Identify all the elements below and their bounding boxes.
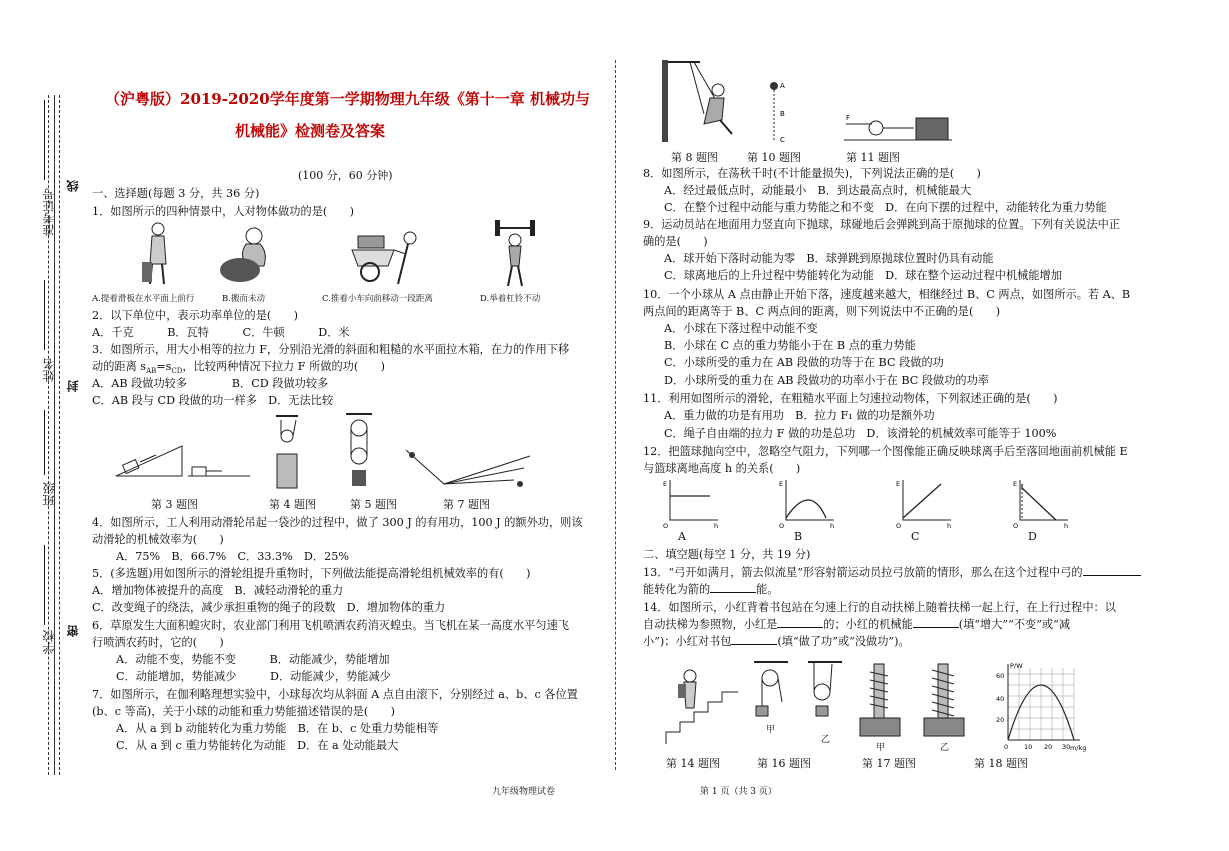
question-14-line-1: 14．如图所示，小红背着书包站在匀速上行的自动扶梯上随着扶梯一起上行，在上行过程中：以 <box>643 601 1116 614</box>
question-10-option-d: D．小球所受的重力在 AB 段做功的功率小于在 BC 段做功的功率 <box>664 374 989 387</box>
figure-5-caption: 第 5 题图 <box>350 498 397 511</box>
binding-dash-line-2 <box>59 95 60 775</box>
question-9-options-ab: A．球开始下落时动能为零 B．球弹跳到原抛球位置时仍具有动能 <box>664 252 994 265</box>
svg-text:B: B <box>780 110 785 118</box>
page-title-line-1: （沪粤版）2019-2020学年度第一学期物理九年级《第十一章 机械功与 <box>105 90 590 108</box>
page-divider <box>615 60 616 770</box>
q12-option-label-c: C <box>911 530 920 543</box>
class-blank[interactable] <box>44 410 45 475</box>
question-14-line-3: 小”)；小红对书包 (填“做了功”或“没做功”)。 <box>643 635 910 648</box>
figure-16-fixed-pulley <box>752 660 790 722</box>
q12-axis-h: h <box>947 522 952 530</box>
q12-graph-c <box>895 478 955 538</box>
q12-axis-o: O <box>896 522 902 530</box>
q12-axis-h: h <box>714 522 719 530</box>
question-4-line-2: 动滑轮的机械效率为( ) <box>92 533 224 546</box>
q12-axis-e: E <box>896 480 901 488</box>
q12-option-label-b: B <box>794 530 803 543</box>
figure-8-caption: 第 8 题图 <box>671 151 718 164</box>
q1-figure-c-cart <box>348 228 420 286</box>
question-6-line-1: 6．草原发生大面积蝗灾时，农业部门利用飞机喷洒农药消灭蝗虫。当飞机在某一高度水平匀速飞 <box>92 619 569 632</box>
fig18-x-tick-20: 20 <box>1044 743 1053 751</box>
question-5-options-ab: A．增加物体被提升的高度 B．减轻动滑轮的重力 <box>92 584 344 597</box>
seal-word-seal: 封 <box>66 380 80 392</box>
fig18-y-label: P/W <box>1010 662 1023 670</box>
question-13-line-2: 能转化为箭的 能。 <box>643 583 779 596</box>
svg-text:F: F <box>846 114 851 122</box>
figure-17-screw-b <box>922 662 966 738</box>
question-13-line-1: 13．“弓开如满月，箭去似流星”形容射箭运动员拉弓放箭的情形，那么在这个过程中弓的 <box>643 565 1141 580</box>
question-10-line-2: 两点间的距离等于 B、C 两点间的距离，则下列说法中不正确的是( ) <box>643 305 1001 318</box>
question-10-option-c: C．小球所受的重力在 AB 段做的功等于在 BC 段做的功 <box>664 356 944 369</box>
figure-16-sub-a: 甲 <box>766 725 776 735</box>
school-label: 学校 <box>42 630 56 654</box>
seal-word-secret: 密 <box>66 625 80 637</box>
question-8: 8．如图所示，在荡秋千时(不计能量损失)，下列说法正确的是( ) <box>643 167 981 180</box>
q14-blank-2[interactable] <box>913 617 959 628</box>
figure-7-caption: 第 7 题图 <box>443 498 490 511</box>
figure-18-power-graph <box>990 660 1100 750</box>
q12-option-label-d: D <box>1028 530 1037 543</box>
question-9-options-cd: C．球离地后的上升过程中势能转化为动能 D．球在整个运动过程中机械能增加 <box>664 269 1062 282</box>
fig18-x-tick-0: 0 <box>1004 743 1009 751</box>
question-6-options-cd: C．动能增加，势能减少 D．动能减少，势能减少 <box>116 670 391 683</box>
q13-blank-2[interactable] <box>710 582 756 593</box>
q12-option-label-a: A <box>678 530 686 543</box>
figure-18-caption: 第 18 题图 <box>974 757 1028 770</box>
figure-16-movable-pulley <box>806 660 844 722</box>
question-1: 1．如图所示的四种情景中，人对物体做功的是( ) <box>92 205 354 218</box>
question-3-line-2: 动的距离 $s_{AB}=s_{CD}$，比较两种情况下拉力 F 所做的功( ) <box>92 360 385 376</box>
q1-caption-c: C.推着小车向前移动一段距离 <box>322 294 433 304</box>
figure-14-escalator <box>664 660 740 746</box>
q12-axis-h: h <box>1064 522 1069 530</box>
exam-number-blank[interactable] <box>44 100 45 180</box>
q12-axis-o: O <box>663 522 669 530</box>
question-4-options: A．75% B．66.7% C．33.3% D．25% <box>116 550 349 563</box>
figure-17-caption: 第 17 题图 <box>862 757 916 770</box>
question-6-options-ab: A．动能不变，势能不变 B．动能减少，势能增加 <box>116 653 390 666</box>
q14-blank-3[interactable] <box>731 634 777 645</box>
figure-14-caption: 第 14 题图 <box>666 757 720 770</box>
question-5: 5．(多选题)用如图所示的滑轮组提升重物时，下列做法能提高滑轮组机械效率的有( ) <box>92 567 531 580</box>
q12-graph-a <box>662 478 722 538</box>
figure-11-caption: 第 11 题图 <box>846 151 900 164</box>
svg-text:A: A <box>780 82 785 90</box>
school-blank[interactable] <box>44 545 45 625</box>
question-11: 11．利用如图所示的滑轮，在粗糙水平面上匀速拉动物体，下列叙述正确的是( ) <box>643 392 1058 405</box>
question-5-options-cd: C．改变绳子的绕法，减少承担重物的绳子的段数 D．增加物体的重力 <box>92 601 446 614</box>
figure-8-swing <box>660 60 738 144</box>
question-3-options-ab: A．AB 段做功较多 B．CD 段做功较多 <box>92 377 329 390</box>
figure-16-caption: 第 16 题图 <box>757 757 811 770</box>
q12-axis-e: E <box>663 480 668 488</box>
fig18-x-label: m/kg <box>1070 744 1087 752</box>
figure-10-falling-ball <box>766 78 790 146</box>
fig18-x-tick-10: 10 <box>1024 743 1033 751</box>
q1-figure-a-skateboard <box>140 222 180 290</box>
figure-4-caption: 第 4 题图 <box>269 498 316 511</box>
fig18-y-tick-20: 20 <box>996 716 1005 724</box>
footer-page-number: 第 1 页（共 3 页） <box>700 787 777 797</box>
question-3-line-1: 3．如图所示，用大小相等的拉力 F，分别沿光滑的斜面和粗糙的水平面拉木箱，在力的作用下移 <box>92 343 570 356</box>
question-12-line-1: 12．把篮球抛向空中，忽略空气阻力，下列哪一个图像能正确反映球离手后至落回地面前机械能 E <box>643 445 1128 458</box>
class-label: 班级 <box>42 482 56 506</box>
name-label: 姓名 <box>42 358 56 382</box>
question-11-options-ab: A．重力做的功是有用功 B．拉力 F₁ 做的功是额外功 <box>664 409 935 422</box>
question-4-line-1: 4．如图所示，工人利用动滑轮吊起一袋沙的过程中，做了 300 J 的有用功，100 J 的额外功，则该 <box>92 516 583 529</box>
figure-4-pulley <box>272 414 302 490</box>
q12-axis-o: O <box>779 522 785 530</box>
fig18-y-tick-40: 40 <box>996 695 1005 703</box>
q1-figure-d-barbell <box>495 220 535 288</box>
section-2-heading: 二、填空题(每空 1 分，共 19 分) <box>643 548 811 561</box>
question-10-option-b: B．小球在 C 点的重力势能小于在 B 点的重力势能 <box>664 339 916 352</box>
q12-axis-e: E <box>779 480 784 488</box>
figure-5-pulley-block <box>344 412 374 490</box>
fig18-y-tick-60: 60 <box>996 672 1005 680</box>
question-12-line-2: 与篮球离地高度 h 的关系( ) <box>643 462 801 475</box>
figure-10-caption: 第 10 题图 <box>747 151 801 164</box>
section-1-heading: 一、选择题(每题 3 分，共 36 分) <box>92 187 260 200</box>
figure-7-galileo <box>404 446 534 490</box>
figure-11-horizontal-pulley <box>842 112 954 144</box>
question-7-line-2: (b、c 等高)，关于小球的动能和重力势能描述错误的是( ) <box>92 705 395 718</box>
q1-caption-a: A.提着滑板在水平面上前行 <box>92 294 195 304</box>
figure-17-screw-a <box>858 662 902 738</box>
svg-text:C: C <box>780 136 785 144</box>
figure-16-sub-b: 乙 <box>821 735 831 745</box>
figure-3-caption: 第 3 题图 <box>151 498 198 511</box>
question-10-line-1: 10．一个小球从 A 点由静止开始下落，速度越来越大，相继经过 B、C 两点，如图所示。若 A、B <box>643 288 1131 301</box>
fig18-x-tick-30: 30 <box>1062 743 1071 751</box>
question-2-options: A．千克 B．瓦特 C．牛顿 D．米 <box>92 326 350 339</box>
q1-figure-b-rock <box>218 226 280 286</box>
figure-3-incline <box>112 440 252 488</box>
q1-caption-b: B.搬而未动 <box>222 294 265 304</box>
page-subtitle: (100 分，60 分钟) <box>298 169 393 182</box>
question-6-line-2: 行喷洒农药时，它的( ) <box>92 636 224 649</box>
question-8-options-cd: C．在整个过程中动能与重力势能之和不变 D．在向下摆的过程中，动能转化为重力势能 <box>664 201 1107 214</box>
question-9-line-1: 9．运动员站在地面用力竖直向下抛球，球碰地后会弹跳到高于原抛球的位置。下列有关说法中正 <box>643 218 1120 231</box>
question-10-option-a: A．小球在下落过程中动能不变 <box>664 322 818 335</box>
question-3-options-cd: C．AB 段与 CD 段做的功一样多 D．无法比较 <box>92 394 334 407</box>
page-title-line-2: 机械能》检测卷及答案 <box>235 122 386 140</box>
question-2: 2．以下单位中，表示功率单位的是( ) <box>92 309 299 322</box>
question-7-options-ab: A．从 a 到 b 动能转化为重力势能 B．在 b、c 处重力势能相等 <box>116 722 439 735</box>
q12-graph-b <box>778 478 838 538</box>
question-9-line-2: 确的是( ) <box>643 235 708 248</box>
q12-axis-e: E <box>1013 480 1018 488</box>
question-8-options-ab: A．经过最低点时，动能最小 B．到达最高点时，机械能最大 <box>664 184 972 197</box>
figure-17-sub-a: 甲 <box>876 743 886 753</box>
q12-graph-d <box>1012 478 1072 538</box>
q12-axis-h: h <box>830 522 835 530</box>
q14-blank-1[interactable] <box>777 617 823 628</box>
question-7-line-1: 7．如图所示，在伽利略理想实验中，小球每次均从斜面 A 点自由滚下，分别经过 a、b、c 各位置 <box>92 688 578 701</box>
exam-number-label: 准考证号 <box>42 188 56 236</box>
question-11-options-cd: C．绳子自由端的拉力 F 做的功是总功 D．该滑轮的机械效率可能等于 100% <box>664 427 1057 440</box>
name-blank[interactable] <box>44 280 45 350</box>
question-14-line-2: 自动扶梯为参照物，小红是 的；小红的机械能 (填“增大”“不变”或“减 <box>643 618 1071 631</box>
figure-17-sub-b: 乙 <box>940 743 950 753</box>
q1-caption-d: D.举着杠铃不动 <box>480 294 541 304</box>
q12-axis-o: O <box>1013 522 1019 530</box>
seal-word-line: 线 <box>66 180 80 192</box>
question-7-options-cd: C．从 a 到 c 重力势能转化为动能 D．在 a 处动能最大 <box>116 739 399 752</box>
q13-blank-1[interactable] <box>1083 565 1141 576</box>
footer-exam-name: 九年级物理试卷 <box>492 787 556 797</box>
